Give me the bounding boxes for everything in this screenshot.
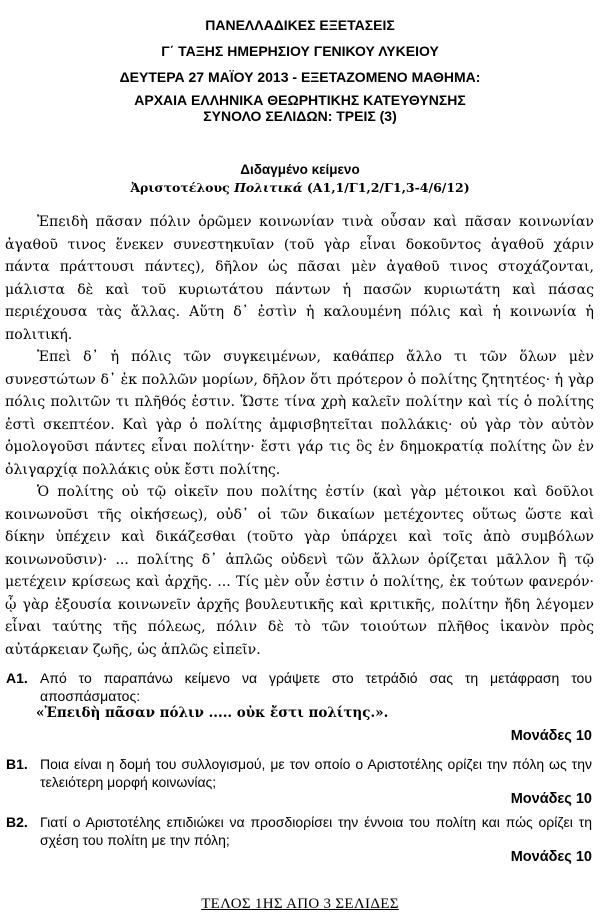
question-text: Ποια είναι η δομή του συλλογισμού, με τον οποίο ο Αριστοτέλης ορίζει την πόλη ως την τελειότερη μορφή κοινωνίας; xyxy=(40,756,592,790)
question-b2 xyxy=(6,814,592,867)
question-number: A1. xyxy=(6,670,28,686)
question-a1 xyxy=(6,670,592,745)
question-text: Από το παραπάνω κείμενο να γράψετε στο τετράδιό σας τη μετάφραση του αποσπάσματος: xyxy=(40,670,592,704)
question-number: B2. xyxy=(6,814,28,830)
header-line-4: ΑΡΧΑΙΑ ΕΛΛΗΝΙΚΑ ΘΕΩΡΗΤΙΚΗΣ ΚΑΤΕΥΘΥΝΣΗΣ xyxy=(134,92,466,108)
header-line-3: ΔΕΥΤΕΡΑ 27 ΜΑΪΟΥ 2013 - ΕΞΕΤΑΖΟΜΕΝΟ ΜΑΘΗΜΑ: xyxy=(119,69,481,85)
question-number: B1. xyxy=(6,756,28,772)
section-title: Διδαγμένο κείμενο xyxy=(240,162,360,177)
header-line-1: ΠΑΝΕΛΛΑΔΙΚΕΣ ΕΞΕΤΑΣΕΙΣ xyxy=(205,17,395,33)
question-marks: Μονάδες 10 xyxy=(510,791,592,807)
question-b1 xyxy=(6,756,592,809)
ancient-text xyxy=(5,211,594,661)
text-paragraph-3: Ὁ πολίτης οὐ τῷ οἰκεῖν που πολίτης ἐστίν (καὶ γὰρ μέτοικοι καὶ δοῦλοι κοινωνοῦσι τῆς οἰκήσεως), οὐδ᾽ οἱ τῶν δικαίων μετέχοντες οὕτως ὥστε καὶ δίκην ὑπέχειν καὶ δικάζεσθαι (τοῦτο γὰρ ὑπάρχει καὶ τοῖς ἀπὸ συμβόλων κοινωνοῦσιν)· ... πολίτης δ᾽ ἁπλῶς οὐδενὶ τῶν ἄλλων ὁρίζεται μᾶλλον ἢ τῷ μετέχειν κρίσεως καὶ ἀρχῆς. ... Τίς μὲν οὖν ἐστιν ὁ πολίτης, ἐκ τούτων φανερόν· ᾧ γὰρ ἐξουσία κοινωνεῖν ἀρχῆς βουλευτικῆς καὶ κριτικῆς, πολίτην ἤδη λέγομεν εἶναι ταύτης τῆς πόλεως, πόλιν δὲ τὸ τῶν τοιούτων πλῆθος ἱκανὸν πρὸς αὐτάρκειαν ζωῆς, ὡς ἁπλῶς εἰπεῖν. xyxy=(5,484,594,658)
header-line-2: Γ΄ ΤΑΞΗΣ ΗΜΕΡΗΣΙΟΥ ΓΕΝΙΚΟΥ ΛΥΚΕΙΟΥ xyxy=(161,43,439,59)
text-paragraph-2: Ἐπεὶ δ᾽ ἡ πόλις τῶν συγκειμένων, καθάπερ ἄλλο τι τῶν ὅλων μὲν συνεστώτων δ᾽ ἐκ πολλῶν μορίων, δῆλον ὅτι πρότερον ὁ πολίτης ζητητέος· ἡ γὰρ πόλις πολιτῶν τι πλῆθός ἐστιν. Ὥστε τίνα χρὴ καλεῖν πολίτην καὶ τίς ὁ πολίτης ἐστὶ σκεπτέον. Καὶ γὰρ ὁ πολίτης ἀμφισβητεῖται πολλάκις· οὐ γὰρ τὸν αὐτὸν ὁμολογοῦσι πάντες εἶναι πολίτην· ἔστι γάρ τις ὃς ἐν δημοκρατίᾳ πολίτης ὢν ἐν ὀλιγαρχίᾳ πολλάκις οὐκ ἔστι πολίτης. xyxy=(5,349,594,478)
question-text: Γιατί ο Αριστοτέλης επιδιώκει να προσδιορίσει την έννοια του πολίτη και πώς ορίζει τη σχέση του πολίτη με την πόλη; xyxy=(40,814,592,848)
text-paragraph-1: Ἐπειδὴ πᾶσαν πόλιν ὁρῶμεν κοινωνίαν τινὰ οὖσαν καὶ πᾶσαν κοινωνίαν ἀγαθοῦ τινος ἕνεκεν συνεστηκυῖαν (τοῦ γὰρ εἶναι δοκοῦντος ἀγαθοῦ χάριν πάντα πράττουσι πάντες), δῆλον ὡς πᾶσαι μὲν ἀγαθοῦ τινος στοχάζονται, μάλιστα δὲ καὶ τοῦ κυριωτάτου πάντων ἡ πασῶν κυριωτάτη καὶ πάσας περιέχουσα τὰς ἄλλας. Αὕτη δ᾽ ἐστὶν ἡ καλουμένη πόλις καὶ ἡ κοινωνία ἡ πολιτική. xyxy=(5,214,594,343)
source-work: Πολιτικά xyxy=(234,180,303,195)
question-marks: Μονάδες 10 xyxy=(510,849,592,865)
question-quote: «Ἐπειδὴ πᾶσαν πόλιν ..... οὐκ ἔστι πολίτης.». xyxy=(36,705,389,721)
source-author: Ἀριστοτέλους xyxy=(130,180,230,195)
question-marks: Μονάδες 10 xyxy=(510,727,592,744)
header-line-5: ΣΥΝΟΛΟ ΣΕΛΙΔΩΝ: ΤΡΕΙΣ (3) xyxy=(203,108,397,124)
source-reference xyxy=(0,180,600,195)
page-footer: ΤΕΛΟΣ 1ΗΣ ΑΠΟ 3 ΣΕΛΙΔΕΣ xyxy=(201,896,399,912)
source-ref: (Α1,1/Γ1,2/Γ1,3-4/6/12) xyxy=(306,180,470,195)
